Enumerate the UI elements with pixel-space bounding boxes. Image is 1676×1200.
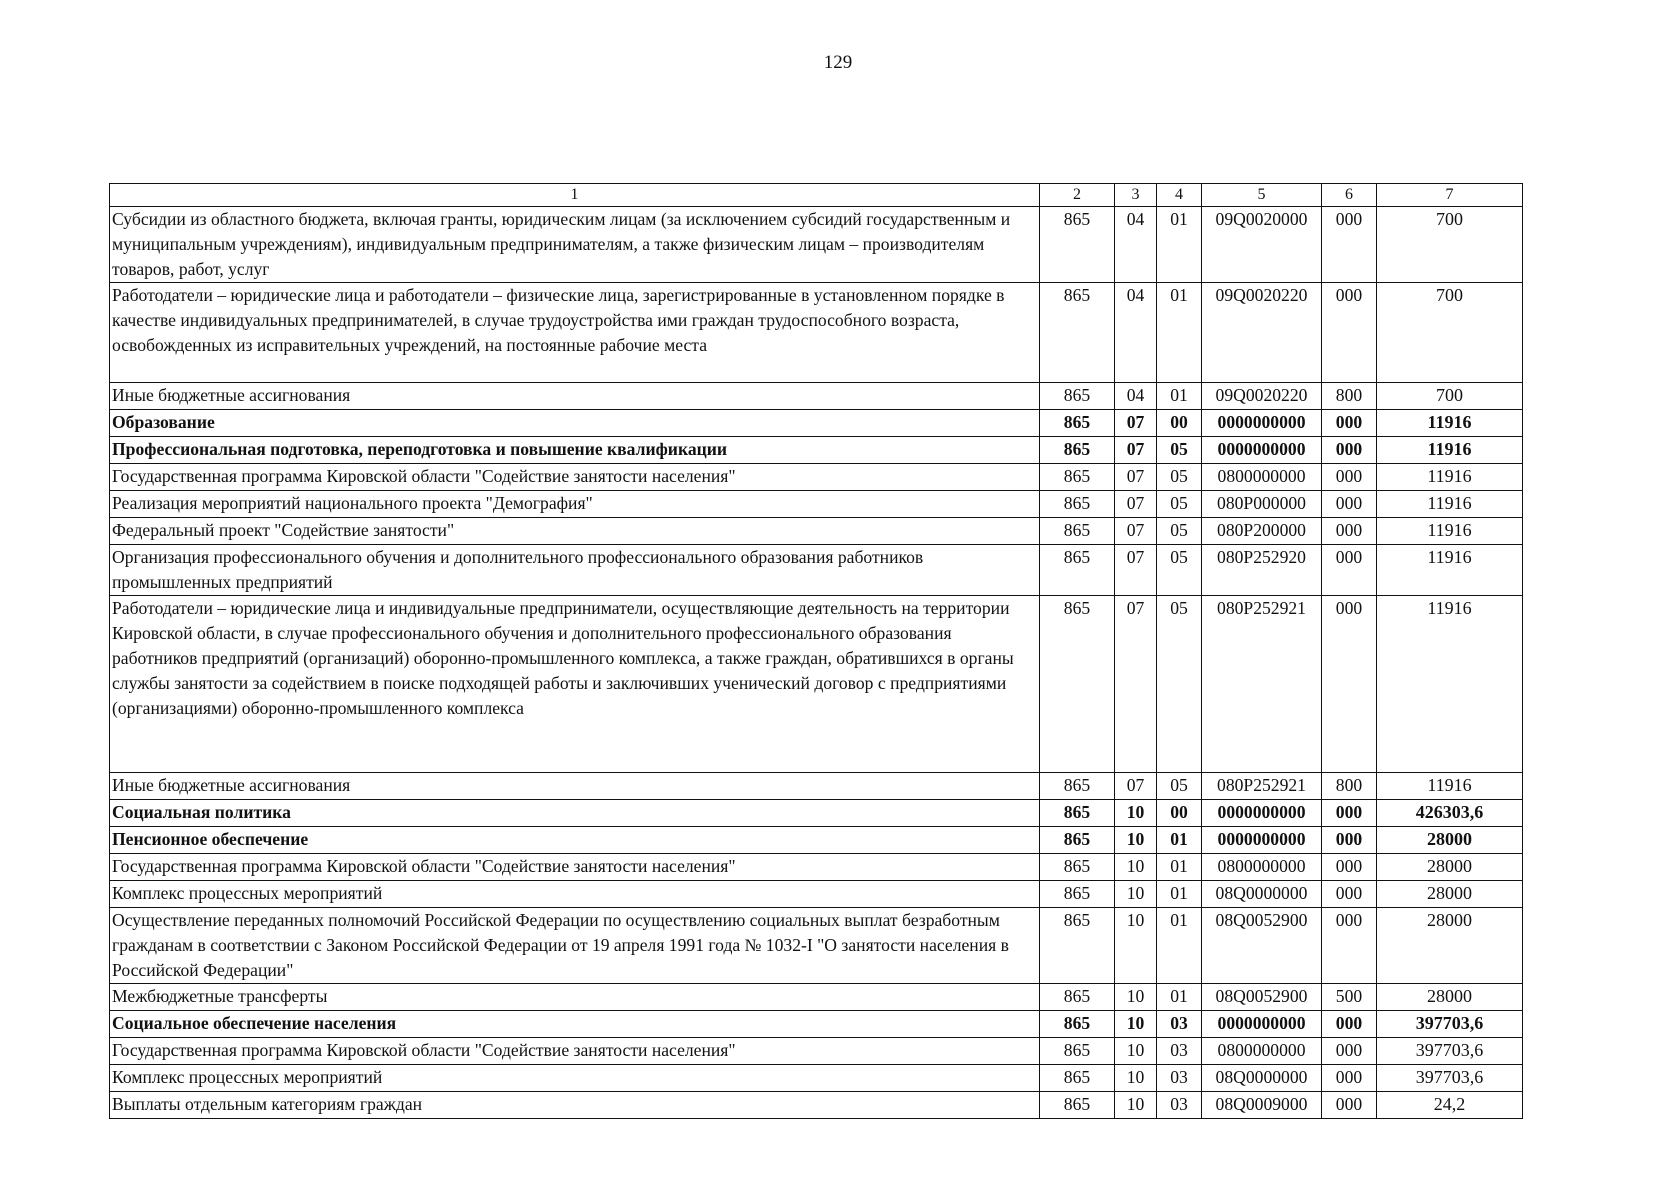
- row-name: Федеральный проект "Содействие занятости": [110, 518, 1040, 545]
- budget-table: [109, 183, 1523, 1119]
- cell-subsection: 03: [1157, 1065, 1202, 1092]
- table-row: [110, 1092, 1523, 1119]
- cell-expense-type: 000: [1322, 1092, 1377, 1119]
- cell-amount: 28000: [1377, 984, 1523, 1011]
- row-name: Межбюджетные трансферты: [110, 984, 1040, 1011]
- table-row: [110, 908, 1523, 984]
- cell-section: 07: [1115, 773, 1157, 800]
- cell-amount: 11916: [1377, 773, 1523, 800]
- cell-admin-code: 865: [1040, 1011, 1115, 1038]
- cell-target-article: 0800000000: [1202, 854, 1322, 881]
- cell-section: 07: [1115, 596, 1157, 773]
- cell-amount: 397703,6: [1377, 1038, 1523, 1065]
- cell-subsection: 00: [1157, 410, 1202, 437]
- cell-amount: 397703,6: [1377, 1011, 1523, 1038]
- table-row: [110, 207, 1523, 283]
- cell-section: 04: [1115, 207, 1157, 283]
- table-row: [110, 437, 1523, 464]
- cell-subsection: 01: [1157, 207, 1202, 283]
- cell-expense-type: 000: [1322, 464, 1377, 491]
- cell-amount: 28000: [1377, 881, 1523, 908]
- cell-target-article: 08Q0052900: [1202, 908, 1322, 984]
- cell-section: 10: [1115, 1065, 1157, 1092]
- cell-subsection: 05: [1157, 545, 1202, 596]
- cell-amount: 28000: [1377, 827, 1523, 854]
- column-header: 5: [1202, 184, 1322, 207]
- column-header: 3: [1115, 184, 1157, 207]
- cell-expense-type: 000: [1322, 800, 1377, 827]
- cell-target-article: 080P252921: [1202, 773, 1322, 800]
- cell-expense-type: 800: [1322, 773, 1377, 800]
- table-row: [110, 596, 1523, 773]
- row-name: Субсидии из областного бюджета, включая гранты, юридическим лицам (за исключением субсидий государственным и муниципальным учреждениям), индивидуальным предпринимателям, а также физическим лицам – производителям товаров, работ, услуг: [110, 207, 1040, 283]
- cell-expense-type: 000: [1322, 1038, 1377, 1065]
- table-row: [110, 1065, 1523, 1092]
- cell-amount: 426303,6: [1377, 800, 1523, 827]
- cell-subsection: 05: [1157, 596, 1202, 773]
- cell-expense-type: 000: [1322, 545, 1377, 596]
- cell-subsection: 05: [1157, 518, 1202, 545]
- cell-section: 10: [1115, 908, 1157, 984]
- cell-expense-type: 000: [1322, 827, 1377, 854]
- cell-admin-code: 865: [1040, 437, 1115, 464]
- column-header: 7: [1377, 184, 1523, 207]
- table-row: [110, 827, 1523, 854]
- cell-expense-type: 000: [1322, 1065, 1377, 1092]
- row-name: Осуществление переданных полномочий Российской Федерации по осуществлению социальных выплат безработным гражданам в соответствии с Законом Российской Федерации от 19 апреля 1991 года № 1032-I "О занятости населения в Российской Федерации": [110, 908, 1040, 984]
- cell-subsection: 01: [1157, 984, 1202, 1011]
- row-name: Социальная политика: [110, 800, 1040, 827]
- cell-admin-code: 865: [1040, 491, 1115, 518]
- table-row: [110, 491, 1523, 518]
- cell-target-article: 0000000000: [1202, 827, 1322, 854]
- cell-section: 07: [1115, 410, 1157, 437]
- cell-subsection: 01: [1157, 908, 1202, 984]
- cell-admin-code: 865: [1040, 1065, 1115, 1092]
- cell-subsection: 05: [1157, 437, 1202, 464]
- cell-expense-type: 000: [1322, 908, 1377, 984]
- table-row: [110, 1011, 1523, 1038]
- cell-section: 07: [1115, 464, 1157, 491]
- cell-admin-code: 865: [1040, 1092, 1115, 1119]
- cell-amount: 11916: [1377, 596, 1523, 773]
- column-header: 6: [1322, 184, 1377, 207]
- cell-admin-code: 865: [1040, 773, 1115, 800]
- row-name: Иные бюджетные ассигнования: [110, 383, 1040, 410]
- cell-subsection: 05: [1157, 491, 1202, 518]
- cell-target-article: 0800000000: [1202, 1038, 1322, 1065]
- cell-section: 10: [1115, 854, 1157, 881]
- row-name: Организация профессионального обучения и дополнительного профессионального образования работников промышленных предприятий: [110, 545, 1040, 596]
- cell-section: 10: [1115, 1038, 1157, 1065]
- cell-admin-code: 865: [1040, 908, 1115, 984]
- cell-subsection: 05: [1157, 773, 1202, 800]
- cell-subsection: 01: [1157, 283, 1202, 383]
- cell-section: 04: [1115, 383, 1157, 410]
- cell-admin-code: 865: [1040, 1038, 1115, 1065]
- row-name: Государственная программа Кировской области "Содействие занятости населения": [110, 464, 1040, 491]
- cell-section: 07: [1115, 518, 1157, 545]
- cell-admin-code: 865: [1040, 207, 1115, 283]
- cell-subsection: 01: [1157, 827, 1202, 854]
- table-row: [110, 410, 1523, 437]
- cell-expense-type: 000: [1322, 437, 1377, 464]
- cell-admin-code: 865: [1040, 383, 1115, 410]
- cell-target-article: 080P200000: [1202, 518, 1322, 545]
- cell-target-article: 09Q0020000: [1202, 207, 1322, 283]
- cell-admin-code: 865: [1040, 518, 1115, 545]
- row-name: Пенсионное обеспечение: [110, 827, 1040, 854]
- cell-amount: 11916: [1377, 545, 1523, 596]
- cell-expense-type: 000: [1322, 491, 1377, 518]
- cell-target-article: 0800000000: [1202, 464, 1322, 491]
- cell-expense-type: 000: [1322, 283, 1377, 383]
- cell-admin-code: 865: [1040, 800, 1115, 827]
- table-row: [110, 545, 1523, 596]
- cell-amount: 11916: [1377, 518, 1523, 545]
- table-row: [110, 881, 1523, 908]
- cell-amount: 700: [1377, 207, 1523, 283]
- row-name: Выплаты отдельным категориям граждан: [110, 1092, 1040, 1119]
- table-row: [110, 383, 1523, 410]
- cell-amount: 11916: [1377, 410, 1523, 437]
- cell-target-article: 080P252921: [1202, 596, 1322, 773]
- cell-expense-type: 000: [1322, 518, 1377, 545]
- cell-admin-code: 865: [1040, 881, 1115, 908]
- cell-target-article: 0000000000: [1202, 437, 1322, 464]
- page-number: 129: [823, 52, 853, 73]
- header-row: [110, 184, 1523, 207]
- cell-admin-code: 865: [1040, 827, 1115, 854]
- cell-subsection: 05: [1157, 464, 1202, 491]
- cell-section: 10: [1115, 1011, 1157, 1038]
- cell-section: 04: [1115, 283, 1157, 383]
- cell-admin-code: 865: [1040, 464, 1115, 491]
- cell-section: 10: [1115, 1092, 1157, 1119]
- cell-target-article: 080P000000: [1202, 491, 1322, 518]
- cell-admin-code: 865: [1040, 545, 1115, 596]
- column-header: 2: [1040, 184, 1115, 207]
- cell-target-article: 08Q0052900: [1202, 984, 1322, 1011]
- row-name: Государственная программа Кировской области "Содействие занятости населения": [110, 854, 1040, 881]
- table-row: [110, 1038, 1523, 1065]
- cell-expense-type: 000: [1322, 410, 1377, 437]
- column-header: 4: [1157, 184, 1202, 207]
- cell-amount: 11916: [1377, 491, 1523, 518]
- cell-admin-code: 865: [1040, 283, 1115, 383]
- cell-target-article: 0000000000: [1202, 1011, 1322, 1038]
- table-row: [110, 854, 1523, 881]
- cell-target-article: 0000000000: [1202, 800, 1322, 827]
- cell-amount: 28000: [1377, 854, 1523, 881]
- cell-subsection: 01: [1157, 854, 1202, 881]
- cell-amount: 28000: [1377, 908, 1523, 984]
- row-name: Комплекс процессных мероприятий: [110, 881, 1040, 908]
- cell-admin-code: 865: [1040, 596, 1115, 773]
- cell-target-article: 0000000000: [1202, 410, 1322, 437]
- cell-amount: 24,2: [1377, 1092, 1523, 1119]
- table-row: [110, 518, 1523, 545]
- row-name: Образование: [110, 410, 1040, 437]
- cell-expense-type: 800: [1322, 383, 1377, 410]
- cell-subsection: 03: [1157, 1038, 1202, 1065]
- cell-section: 07: [1115, 545, 1157, 596]
- cell-section: 10: [1115, 881, 1157, 908]
- column-header: 1: [110, 184, 1040, 207]
- table-row: [110, 773, 1523, 800]
- cell-subsection: 03: [1157, 1092, 1202, 1119]
- row-name: Государственная программа Кировской области "Содействие занятости населения": [110, 1038, 1040, 1065]
- cell-subsection: 01: [1157, 383, 1202, 410]
- table-row: [110, 283, 1523, 383]
- cell-amount: 11916: [1377, 464, 1523, 491]
- row-name: Социальное обеспечение населения: [110, 1011, 1040, 1038]
- cell-subsection: 01: [1157, 881, 1202, 908]
- cell-expense-type: 000: [1322, 1011, 1377, 1038]
- cell-section: 10: [1115, 827, 1157, 854]
- cell-expense-type: 000: [1322, 596, 1377, 773]
- row-name: Комплекс процессных мероприятий: [110, 1065, 1040, 1092]
- cell-amount: 11916: [1377, 437, 1523, 464]
- row-name: Реализация мероприятий национального проекта "Демография": [110, 491, 1040, 518]
- cell-section: 07: [1115, 437, 1157, 464]
- row-name: Работодатели – юридические лица и работодатели – физические лица, зарегистрированные в установленном порядке в качестве индивидуальных предпринимателей, в случае трудоустройства ими граждан трудоспособного возраста, освобожденных из исправительных учреждений, на постоянные рабочие места: [110, 283, 1040, 383]
- row-name: Иные бюджетные ассигнования: [110, 773, 1040, 800]
- cell-admin-code: 865: [1040, 410, 1115, 437]
- cell-target-article: 08Q0000000: [1202, 881, 1322, 908]
- cell-amount: 397703,6: [1377, 1065, 1523, 1092]
- cell-admin-code: 865: [1040, 854, 1115, 881]
- cell-amount: 700: [1377, 283, 1523, 383]
- row-name: Работодатели – юридические лица и индивидуальные предприниматели, осуществляющие деятельность на территории Кировской области, в случае профессионального обучения и дополнительного профессионального образования работников предприятий (организаций) оборонно-промышленного комплекса, а также граждан, обратившихся в органы службы занятости за содействием в поиске подходящей работы и заключивших ученический договор с предприятиями (организациями) оборонно-промышленного комплекса: [110, 596, 1040, 773]
- cell-section: 10: [1115, 984, 1157, 1011]
- row-name: Профессиональная подготовка, переподготовка и повышение квалификации: [110, 437, 1040, 464]
- cell-expense-type: 000: [1322, 207, 1377, 283]
- table-row: [110, 464, 1523, 491]
- cell-amount: 700: [1377, 383, 1523, 410]
- cell-target-article: 080P252920: [1202, 545, 1322, 596]
- cell-subsection: 03: [1157, 1011, 1202, 1038]
- cell-target-article: 09Q0020220: [1202, 383, 1322, 410]
- cell-section: 10: [1115, 800, 1157, 827]
- cell-target-article: 08Q0000000: [1202, 1065, 1322, 1092]
- cell-target-article: 08Q0009000: [1202, 1092, 1322, 1119]
- cell-target-article: 09Q0020220: [1202, 283, 1322, 383]
- cell-expense-type: 500: [1322, 984, 1377, 1011]
- cell-admin-code: 865: [1040, 984, 1115, 1011]
- cell-section: 07: [1115, 491, 1157, 518]
- cell-subsection: 00: [1157, 800, 1202, 827]
- table-row: [110, 800, 1523, 827]
- cell-expense-type: 000: [1322, 854, 1377, 881]
- table-row: [110, 984, 1523, 1011]
- cell-expense-type: 000: [1322, 881, 1377, 908]
